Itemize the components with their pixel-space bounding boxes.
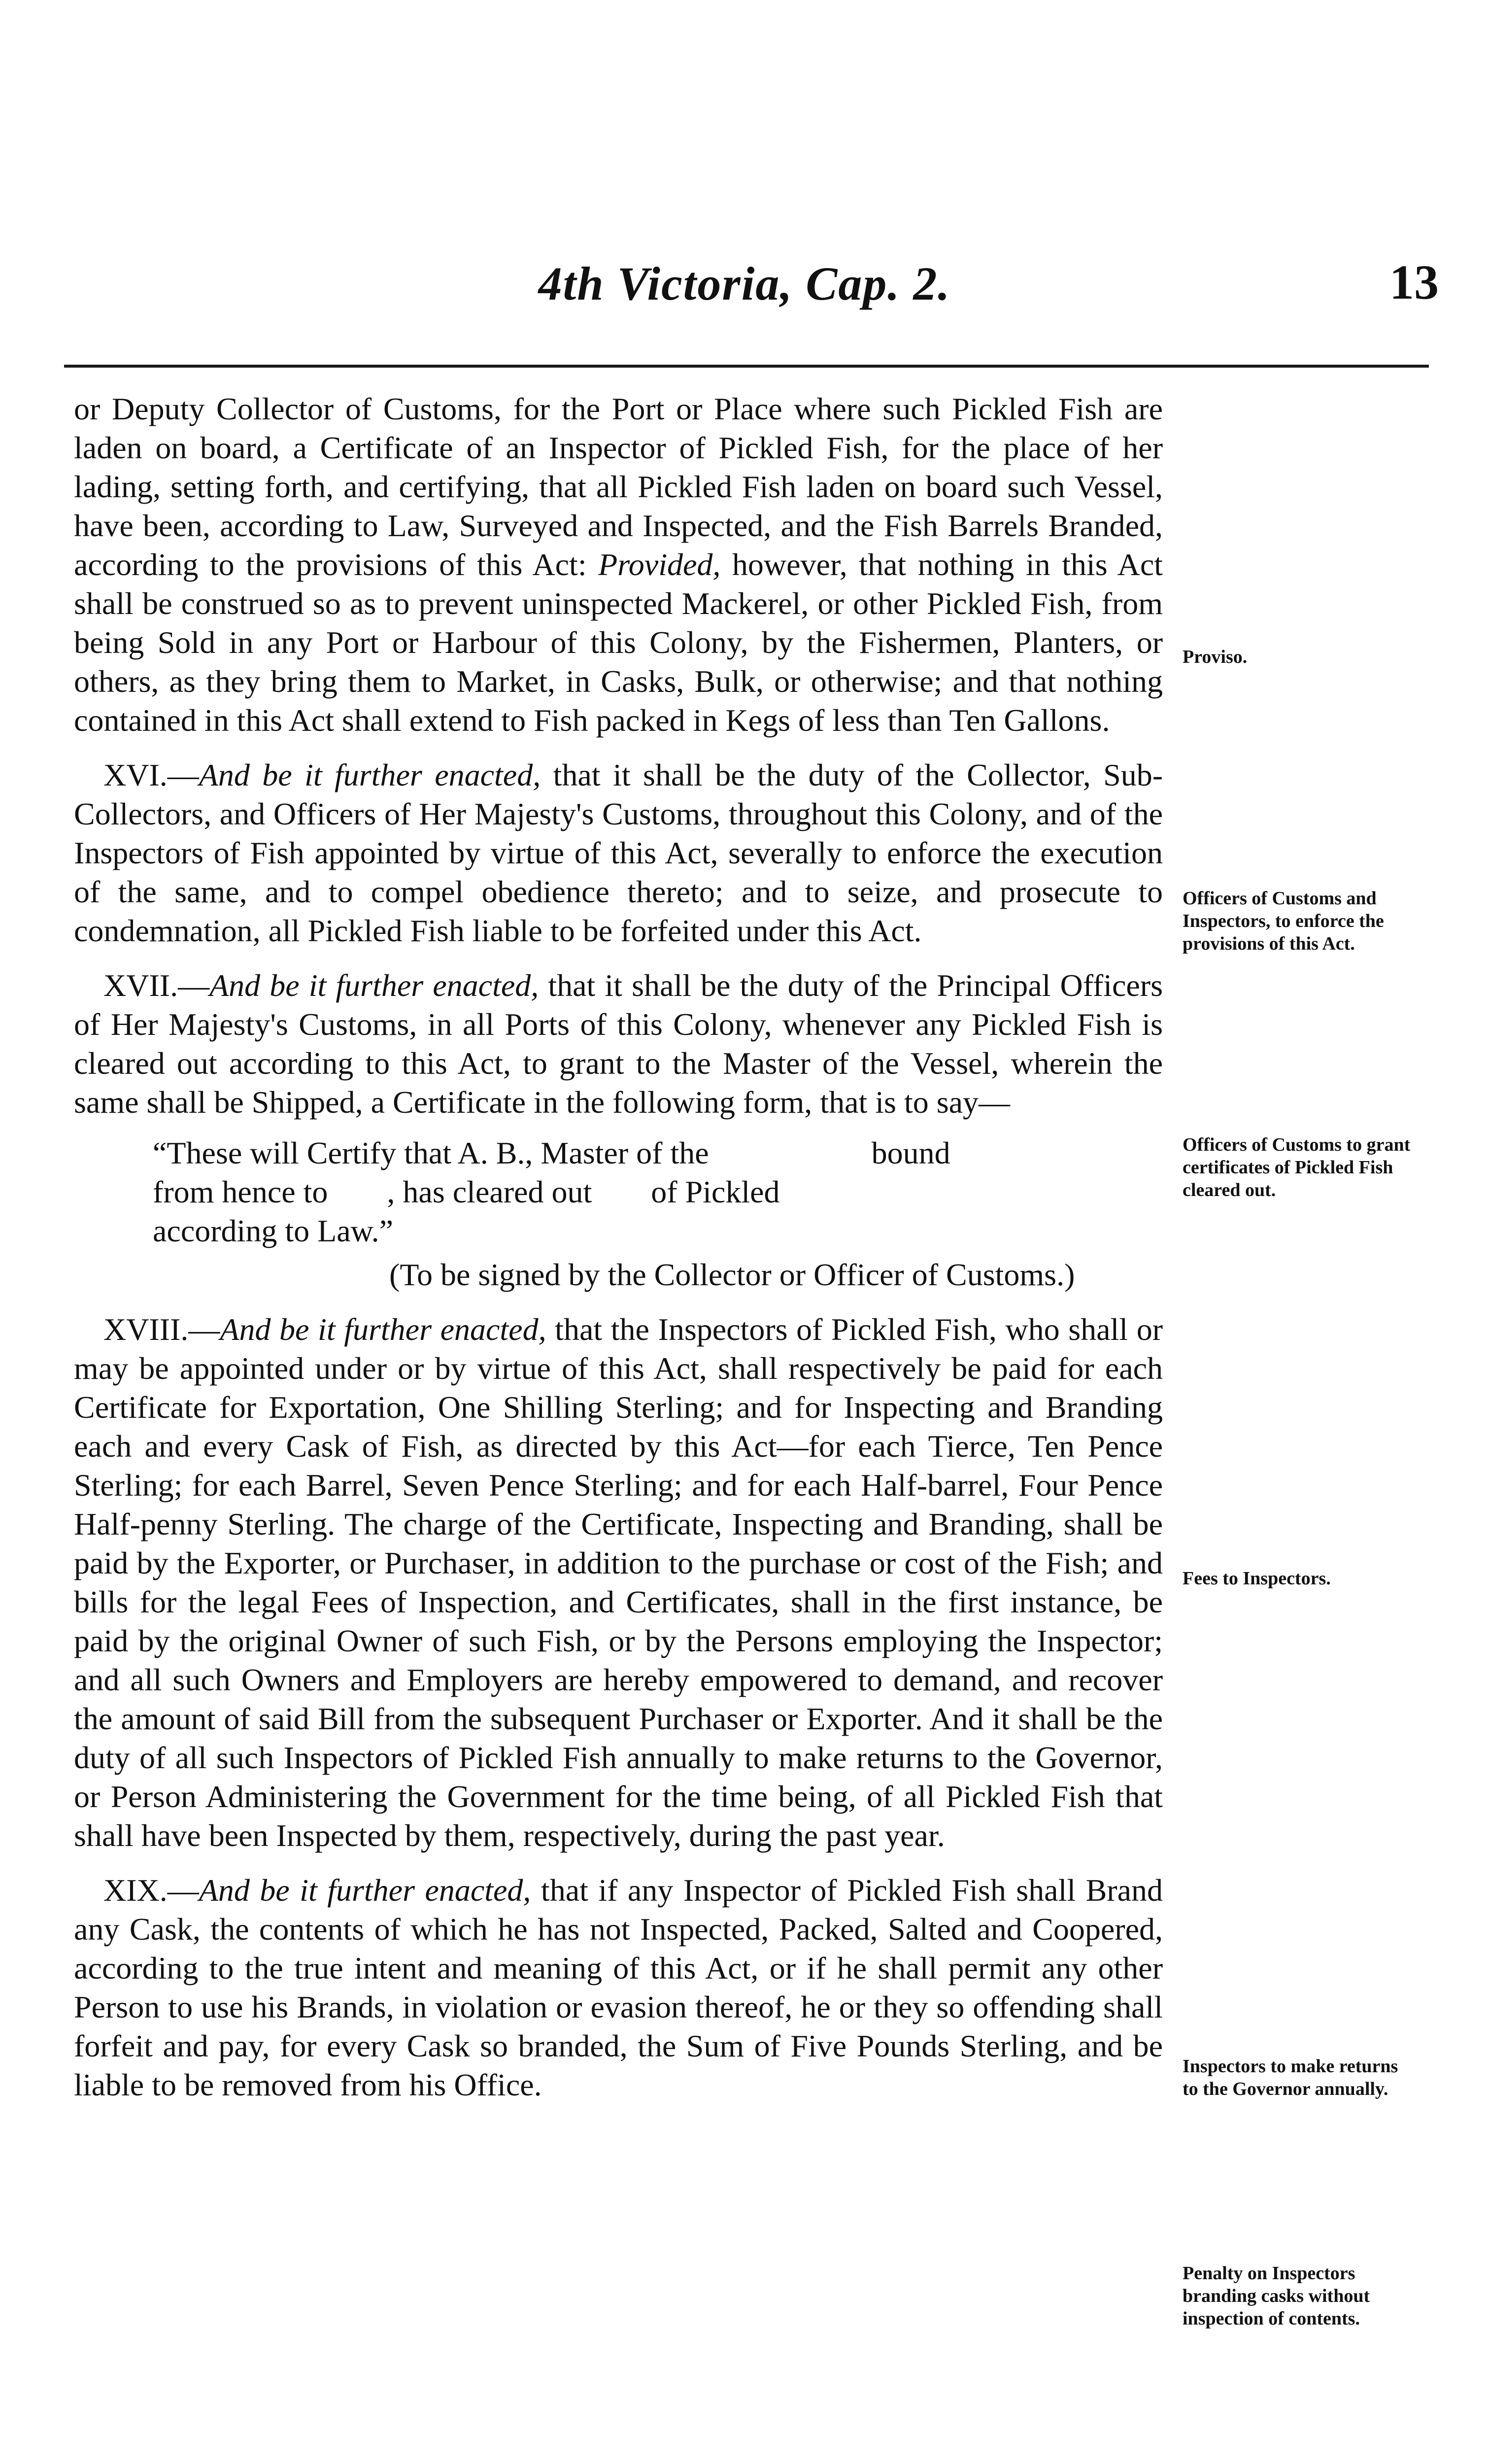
certificate-text: of Pickled	[651, 1174, 780, 1209]
section-number: XIX.—	[103, 1873, 199, 1908]
section-19	[74, 1871, 1163, 2104]
certificate-text: according to Law.”	[153, 1213, 394, 1248]
certificate-text: bound	[871, 1135, 950, 1170]
section-text: that it shall be the duty of the Collector, Sub-Collectors, and Officers of Her Majesty's Customs, throughout this Colony, and of the Inspectors of Fish appointed by virtue of this Act, severally to enforce the execution of the same, and to compel obedience thereto; and to seize, and prosecute to condemnation, all Pickled Fish liable to be forfeited under this Act.	[74, 757, 1163, 948]
margin-note-proviso: Proviso.	[1183, 647, 1248, 667]
enacting-clause: And be it further enacted,	[209, 968, 539, 1003]
paragraph-text: however, that nothing in this Act shall be construed so as to prevent uninspected Mackerel, or other Pickled Fish, from being Sold in any Port or Harbour of this Colony, by the Fishermen, Planters, or others, as they bring them to Market, in Casks, Bulk, or otherwise; and that nothing contained in this Act shall extend to Fish packed in Kegs of less than Ten Gallons.	[74, 547, 1163, 738]
paragraph-continuation	[74, 389, 1163, 740]
section-text: that it shall be the duty of the Principal Officers of Her Majesty's Customs, in all Ports of this Colony, whenever any Pickled Fish is cleared out according to this Act, to grant to the Master of the Vessel, wherein the same shall be Shipped, a Certificate in the following form, that is to say—	[74, 968, 1163, 1120]
certificate-signature-note: (To be signed by the Collector or Officer of Customs.)	[389, 1257, 1075, 1292]
page-number: 13	[1389, 255, 1439, 309]
section-16	[74, 755, 1163, 950]
enacting-clause: And be it further enacted,	[199, 757, 541, 792]
enacting-clause: And be it further enacted,	[220, 1312, 546, 1347]
certificate-text: “These will Certify that A. B., Master of the	[153, 1135, 709, 1170]
running-head: 4th Victoria, Cap. 2.	[538, 257, 951, 310]
certificate-line	[153, 1133, 1163, 1172]
certificate-line	[153, 1172, 1163, 1211]
section-18	[74, 1310, 1163, 1855]
margin-note-section-19: Penalty on Inspectors branding casks without inspection of contents.	[1183, 2263, 1370, 2329]
section-number: XVIII.—	[103, 1312, 220, 1347]
certificate-text: , has cleared out	[387, 1174, 592, 1209]
header-rule	[64, 365, 1429, 368]
section-17	[74, 966, 1163, 1122]
section-text: that the Inspectors of Pickled Fish, who shall or may be appointed under or by virtue of this Act, shall respectively be paid for each Certificate for Exportation, One Shilling Sterling; and for Inspecting and Branding each and every Cask of Fish, as directed by this Act—for each Tierce, Ten Pence Sterling; for each Barrel, Seven Pence Sterling; and for each Half-barrel, Four Pence Half-penny Sterling. The charge of the Certificate, Inspecting and Branding, shall be paid by the Exporter, or Purchaser, in addition to the purchase or cost of the Fish; and bills for the legal Fees of Inspection, and Certificates, shall in the first instance, be paid by the original Owner of such Fish, or by the Persons employing the Inspector; and all such Owners and Employers are hereby empowered to demand, and recover the amount of said Bill from the subsequent Purchaser or Exporter. And it shall be the duty of all such Inspectors of Pickled Fish annually to make returns to the Governor, or Person Administering the Government for the time being, of all Pickled Fish that shall have been Inspected by them, respectively, during the past year.	[74, 1312, 1163, 1853]
proviso-word: Provided,	[598, 547, 721, 582]
margin-note-fees: Fees to Inspectors.	[1183, 1568, 1331, 1589]
section-text: that if any Inspector of Pickled Fish shall Brand any Cask, the contents of which he has not Inspected, Packed, Salted and Coopered, according to the true intent and meaning of this Act, or if he shall permit any other Person to use his Brands, in violation or evasion thereof, he or they so offending shall forfeit and pay, for every Cask so branded, the Sum of Five Pounds Sterling, and be liable to be removed from his Office.	[74, 1873, 1163, 2102]
paragraph-text: or Deputy Collector of Customs, for the Port or Place where such Pickled Fish are laden on board, a Certificate of an Inspector of Pickled Fish, for the place of her lading, setting forth, and certifying, that all Pickled Fish laden on board such Vessel, have been, according to Law, Surveyed and Inspected, and the Fish Barrels Branded, according to the provisions of this Act:	[74, 391, 1163, 582]
section-number: XVI.—	[103, 757, 199, 792]
enacting-clause: And be it further enacted,	[199, 1873, 531, 1908]
margin-note-section-16: Officers of Customs and Inspectors, to enforce the provisions of this Act.	[1183, 888, 1384, 954]
main-text	[74, 389, 1163, 2104]
section-number: XVII.—	[103, 968, 210, 1003]
margin-note-returns: Inspectors to make returns to the Governor annually.	[1183, 2056, 1398, 2099]
certificate-line	[153, 1211, 1163, 1250]
certificate-text: from hence to	[153, 1174, 328, 1209]
margin-note-section-17: Officers of Customs to grant certificates of Pickled Fish cleared out.	[1183, 1134, 1411, 1200]
certificate-form	[74, 1133, 1163, 1294]
